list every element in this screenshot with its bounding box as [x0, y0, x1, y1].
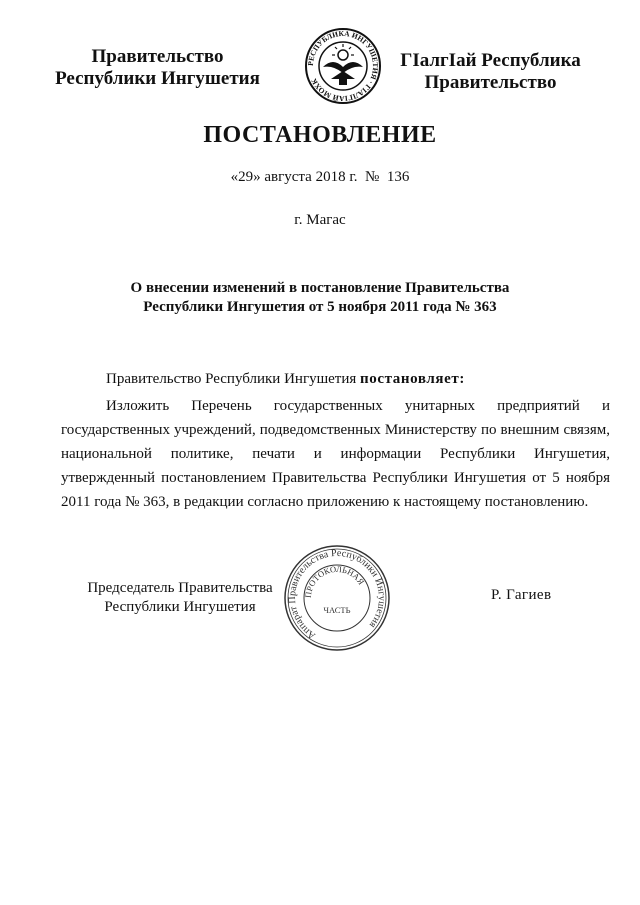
svg-text:ПРОТОКОЛЬНАЯ — [303, 564, 367, 598]
document-city: г. Магас — [294, 212, 346, 228]
document-title: ПОСТАНОВЛЕНИЕ — [203, 122, 437, 148]
stamp-ring-text: Аппарат Правительства Республики Ингушетия — [286, 547, 388, 642]
intro-bold: постановляет: — [360, 371, 465, 387]
signatory-name: Р. Гагиев — [491, 587, 552, 603]
intro-text: Правительство Республики Ингушетия — [106, 371, 357, 387]
subject-line-2: Республики Ингушетия от 5 ноября 2011 года № 363 — [143, 299, 497, 315]
header-left-line2: Республики Ингушетия — [55, 68, 260, 89]
header-right-line1: ГIалгIай Республика — [400, 50, 581, 71]
document-subject — [110, 279, 530, 317]
document-dateline — [0, 169, 640, 186]
svg-text:Аппарат Правительства Республи — [282, 543, 392, 653]
signatory-title — [60, 579, 300, 617]
stamp-inner-bottom: ЧАСТЬ — [323, 605, 351, 615]
emblem-ring-text: РЕСПУБЛИКА ИНГУШЕТИЯ · ГIАЛГIАЙ МОХК — [305, 28, 381, 104]
signatory-title-line1: Председатель Правительства — [87, 580, 273, 596]
official-stamp-icon — [282, 543, 392, 653]
header-right — [388, 50, 593, 94]
body-paragraph: Изложить Перечень государственных унитарных предприятий и государственных учреждений, подведомственных Министерству по внешним связям, национальной политике, печати и информации Республики Ингушетия, утвержденный постановлением Правительства Республики Ингушетия от 5 ноября 2011 года № 363, в редакции согласно приложению к настоящему постановлению. — [61, 398, 610, 510]
intro-paragraph — [106, 371, 465, 388]
document-date: «29» августа 2018 г. — [230, 169, 358, 185]
stamp-inner-top: ПРОТОКОЛЬНАЯ — [302, 563, 367, 599]
number-sign: № — [365, 169, 380, 185]
subject-line-1: О внесении изменений в постановление Правительства — [130, 280, 510, 296]
signatory-title-line2: Республики Ингушетия — [104, 599, 256, 615]
header-left — [45, 46, 270, 90]
ingushetia-emblem-icon — [301, 27, 385, 105]
header-right-line2: Правительство — [424, 72, 557, 93]
header-left-line1: Правительство — [91, 46, 224, 67]
document-number: 136 — [386, 169, 410, 185]
